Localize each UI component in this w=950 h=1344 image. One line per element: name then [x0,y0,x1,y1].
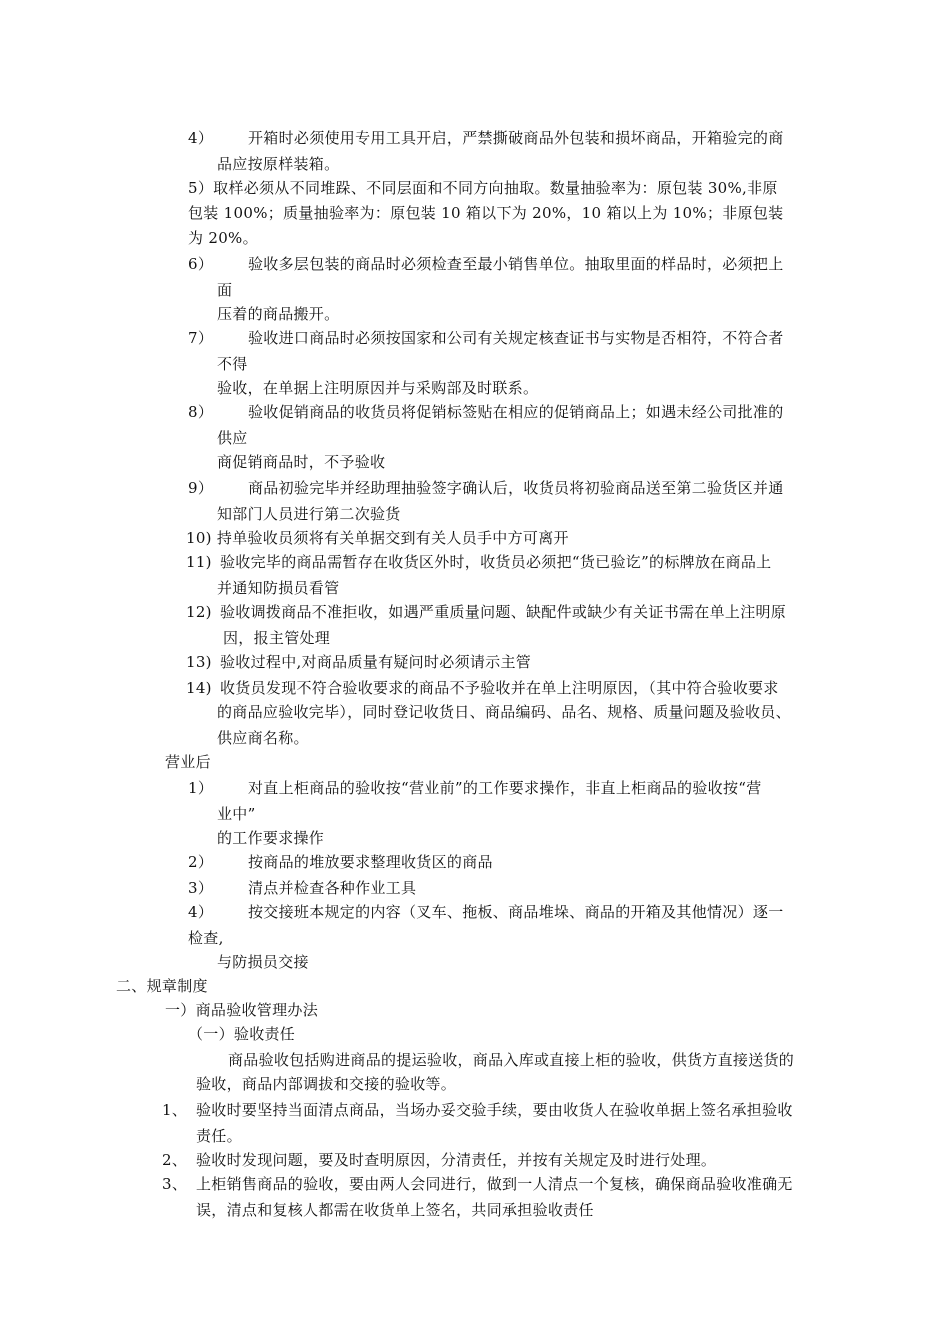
text-line: 二、规章制度 [116,977,208,995]
list-item-number: 12) [186,603,212,621]
text-line: 商品初验完毕并经助理抽验签字确认后，收货员将初验商品送至第二验货区并通 [248,479,784,497]
text-line: 为 20%。 [188,229,258,247]
list-item-number: 4） [188,129,214,147]
list-item-number: 6） [188,255,214,273]
text-line: 误，清点和复核人都需在收货单上签名，共同承担验收责任 [196,1201,594,1219]
text-line: （一）验收责任 [188,1025,296,1043]
list-item-number: 8） [188,403,214,421]
text-line: 检查, [188,929,224,947]
text-line: 10) 持单验收员须将有关单据交到有关人员手中方可离开 [186,529,569,547]
text-line: 验收促销商品的收货员将促销标签贴在相应的促销商品上；如遇未经公司批准的 [248,403,784,421]
list-item-number: 1） [188,779,214,797]
text-line: 的商品应验收完毕），同时登记收货日、商品编码、品名、规格、质量问题及验收员、 [217,703,791,721]
text-line: 验收过程中,对商品质量有疑问时必须请示主管 [220,653,532,671]
text-line: 营业后 [165,753,211,771]
text-line: 因，报主管处理 [223,629,331,647]
text-line: 供应商名称。 [217,729,309,747]
text-line: 并通知防损员看管 [217,579,340,597]
list-item-number: 2） [188,853,214,871]
list-item-number: 3、 [162,1175,188,1193]
text-line: 上柜销售商品的验收，要由两人会同进行，做到一人清点一个复核，确保商品验收准确无 [196,1175,793,1193]
text-line: 责任。 [196,1127,242,1145]
list-item-number: 2、 [162,1151,188,1169]
text-line: 面 [217,281,233,299]
text-line: 收货员发现不符合验收要求的商品不予验收并在单上注明原因，（其中符合验收要求 [220,679,779,697]
text-line: 清点并检查各种作业工具 [248,879,417,897]
list-item-number: 9） [188,479,214,497]
text-line: 对直上柜商品的验收按“营业前”的工作要求操作，非直上柜商品的验收按“营 [248,779,762,797]
list-item-number: 1、 [162,1101,188,1119]
text-line: 不得 [217,355,248,373]
text-line: 验收，商品内部调拔和交接的验收等。 [196,1075,457,1093]
text-line: 的工作要求操作 [217,829,325,847]
text-line: 验收时要坚持当面清点商品，当场办妥交验手续，要由收货人在验收单据上签名承担验收 [196,1101,793,1119]
text-line: 验收，在单据上注明原因并与采购部及时联系。 [217,379,539,397]
list-item-number: 13) [186,653,212,671]
text-line: 5）取样必须从不同堆跺、不同层面和不同方向抽取。数量抽验率为：原包装 30%,非原 [188,179,778,197]
list-item-number: 3） [188,879,214,897]
list-item-number: 7） [188,329,214,347]
text-line: 验收完毕的商品需暂存在收货区外时，收货员必须把“货已验讫”的标牌放在商品上 [220,553,772,571]
text-line: 包装 100%；质量抽验率为：原包装 10 箱以下为 20%，10 箱以上为 10%；非原包装 [188,204,784,222]
text-line: 验收多层包装的商品时必须检查至最小销售单位。抽取里面的样品时，必须把上 [248,255,784,273]
text-line: 验收时发现问题，要及时查明原因，分清责任，并按有关规定及时进行处理。 [196,1151,717,1169]
text-line: 按商品的堆放要求整理收货区的商品 [248,853,493,871]
text-line: 与防损员交接 [217,953,309,971]
text-line: 知部门人员进行第二次验货 [217,505,401,523]
text-line: 供应 [217,429,248,447]
text-line: 商品验收包括购进商品的提运验收，商品入库或直接上柜的验收，供货方直接送货的 [228,1051,795,1069]
text-line: 商促销商品时，不予验收 [217,453,386,471]
list-item-number: 14) [186,679,212,697]
text-line: 压着的商品搬开。 [217,305,340,323]
text-line: 业中” [217,805,256,823]
list-item-number: 4） [188,903,214,921]
list-item-number: 11) [186,553,212,571]
text-line: 品应按原样装箱。 [217,155,340,173]
text-line: 验收调拨商品不准拒收，如遇严重质量问题、缺配件或缺少有关证书需在单上注明原 [220,603,787,621]
text-line: 一）商品验收管理办法 [165,1001,319,1019]
text-line: 验收进口商品时必须按国家和公司有关规定核查证书与实物是否相符，不符合者 [248,329,784,347]
text-line: 按交接班本规定的内容（叉车、拖板、商品堆垛、商品的开箱及其他情况）逐一 [248,903,784,921]
text-line: 开箱时必须使用专用工具开启，严禁撕破商品外包装和损坏商品，开箱验完的商 [248,129,784,147]
